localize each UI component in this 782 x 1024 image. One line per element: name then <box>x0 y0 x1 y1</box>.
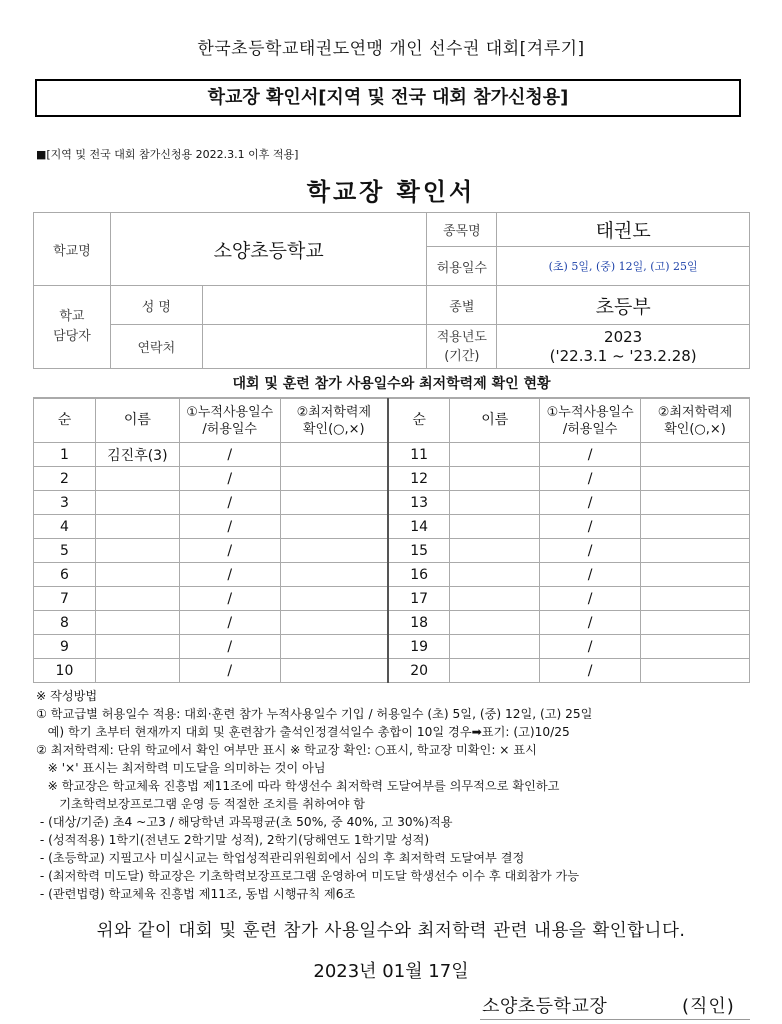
roster-table <box>33 398 750 683</box>
roster-confirm <box>280 467 388 491</box>
roster-days: / <box>540 539 641 563</box>
roster-days: / <box>179 491 280 515</box>
school-label: 학교명 <box>34 213 111 286</box>
event-title: 한국초등학교태권도연맹 개인 선수권 대회[겨루기] <box>197 39 585 59</box>
roster-row <box>34 659 750 683</box>
roster-confirm <box>641 515 750 539</box>
col-confirm-left: ②최저학력제 확인(○,×) <box>280 399 388 443</box>
category-label: 종별 <box>427 286 497 325</box>
col-name-left: 이름 <box>95 399 179 443</box>
instruction-line: ※ 학교장은 학교체육 진흥법 제11조에 따라 학생선수 최저학력 도달여부를 의무적으로 확인하고 <box>36 779 560 793</box>
roster-name: 김진후(3) <box>95 443 179 467</box>
roster-name <box>95 611 179 635</box>
roster-confirm <box>641 443 750 467</box>
confirmation-statement: 위와 같이 대회 및 훈련 참가 사용일수와 최저학력 관련 내용을 확인합니다. <box>96 921 686 941</box>
roster-no: 16 <box>388 563 450 587</box>
roster-no: 3 <box>34 491 96 515</box>
roster-no: 2 <box>34 467 96 491</box>
document-banner: 학교장 확인서[지역 및 전국 대회 참가신청용] <box>35 79 741 117</box>
col-days-left: ①누적사용일수 /허용일수 <box>179 399 280 443</box>
roster-confirm <box>641 563 750 587</box>
allow-days-value: (초) 5일, (중) 12일, (고) 25일 <box>497 247 750 286</box>
roster-confirm <box>641 635 750 659</box>
roster-confirm <box>280 659 388 683</box>
roster-name <box>450 611 540 635</box>
event-label: 종목명 <box>427 213 497 247</box>
roster-days: / <box>179 563 280 587</box>
instruction-line: - (성적적용) 1학기(전년도 2학기말 성적), 2학기(당해연도 1학기말 성적) <box>36 833 430 847</box>
roster-days: / <box>540 491 641 515</box>
roster-name <box>95 491 179 515</box>
roster-title: 대회 및 훈련 참가 사용일수와 최저학력제 확인 현황 <box>33 370 750 398</box>
roster-confirm <box>641 467 750 491</box>
roster-no: 14 <box>388 515 450 539</box>
roster-name <box>450 539 540 563</box>
col-name-right: 이름 <box>450 399 540 443</box>
roster-no: 7 <box>34 587 96 611</box>
document-title: 학교장 확인서 <box>306 178 476 206</box>
roster-days: / <box>540 467 641 491</box>
period-value: ('22.3.1 ~ '23.2.28) <box>549 346 697 365</box>
roster-name <box>95 563 179 587</box>
roster-days: / <box>179 659 280 683</box>
roster-no: 19 <box>388 635 450 659</box>
col-confirm-right: ②최저학력제 확인(○,×) <box>641 399 750 443</box>
roster-confirm <box>280 539 388 563</box>
event-value: 태권도 <box>497 213 750 247</box>
roster-name <box>95 587 179 611</box>
roster-name <box>450 467 540 491</box>
roster-row <box>34 635 750 659</box>
roster-name <box>450 563 540 587</box>
roster-row <box>34 539 750 563</box>
col-days-right: ①누적사용일수 /허용일수 <box>540 399 641 443</box>
roster-name <box>95 515 179 539</box>
roster-name <box>95 467 179 491</box>
roster-days: / <box>540 611 641 635</box>
roster-name <box>95 539 179 563</box>
roster-no: 20 <box>388 659 450 683</box>
roster-no: 8 <box>34 611 96 635</box>
roster-days: / <box>179 635 280 659</box>
manager-name-label: 성 명 <box>110 286 202 325</box>
roster-row <box>34 563 750 587</box>
roster-days: / <box>179 587 280 611</box>
roster-confirm <box>280 491 388 515</box>
roster-name <box>95 659 179 683</box>
instruction-line: ※ '×' 표시는 최저학력 미도달을 의미하는 것이 아님 <box>36 761 326 775</box>
roster-confirm <box>280 515 388 539</box>
roster-confirm <box>280 563 388 587</box>
year-label: 적용년도 (기간) <box>427 325 497 369</box>
signature-line <box>480 1019 750 1020</box>
confirmation-date: 2023년 01월 17일 <box>313 961 469 982</box>
roster-days: / <box>540 563 641 587</box>
principal-signature: 소양초등학교장 <box>482 996 608 1017</box>
col-no-left: 순 <box>34 399 96 443</box>
roster-no: 10 <box>34 659 96 683</box>
instruction-line: - (최저학력 미도달) 학교장은 기초학력보장프로그램 운영하여 미도달 학생선수 이수 후 대회참가 가능 <box>36 869 580 883</box>
instruction-line: - (대상/기준) 초4 ~고3 / 해당학년 과목평균(초 50%, 중 40%, 고 30%)적용 <box>36 815 453 829</box>
roster-confirm <box>641 587 750 611</box>
official-seal: (직인) <box>682 996 735 1017</box>
roster-no: 6 <box>34 563 96 587</box>
roster-row <box>34 515 750 539</box>
roster-confirm <box>280 443 388 467</box>
year-value: 2023 <box>604 327 643 346</box>
manager-contact-value <box>202 325 427 369</box>
category-value: 초등부 <box>497 286 750 325</box>
roster-no: 1 <box>34 443 96 467</box>
application-note: ■[지역 및 전국 대회 참가신청용 2022.3.1 이후 적용] <box>36 148 299 161</box>
roster-confirm <box>641 539 750 563</box>
roster-confirm <box>280 635 388 659</box>
instruction-line: ② 최저학력제: 단위 학교에서 확인 여부만 표시 ※ 학교장 확인: ○표시, 학교장 미확인: × 표시 <box>36 743 537 757</box>
roster-days: / <box>540 515 641 539</box>
roster-name <box>450 515 540 539</box>
col-no-right: 순 <box>388 399 450 443</box>
roster-days: / <box>179 515 280 539</box>
roster-name <box>450 443 540 467</box>
instruction-line: ① 학교급별 허용일수 적용: 대회·훈련 참가 누적사용일수 기입 / 허용일수 (초) 5일, (중) 12일, (고) 25일 <box>36 707 593 721</box>
roster-no: 17 <box>388 587 450 611</box>
school-value: 소양초등학교 <box>110 213 426 286</box>
manager-name-value <box>202 286 427 325</box>
roster-row <box>34 467 750 491</box>
roster-days: / <box>179 611 280 635</box>
roster-days: / <box>540 587 641 611</box>
roster-confirm <box>641 659 750 683</box>
roster-confirm <box>641 491 750 515</box>
roster-no: 4 <box>34 515 96 539</box>
roster-no: 15 <box>388 539 450 563</box>
roster-row <box>34 443 750 467</box>
instruction-line: - (초등학교) 지필고사 미실시교는 학업성적관리위원회에서 심의 후 최저학력 도달여부 결정 <box>36 851 525 865</box>
instruction-line: - (관련법령) 학교체육 진흥법 제11조, 동법 시행규칙 제6조 <box>36 887 356 901</box>
roster-name <box>450 659 540 683</box>
instruction-line: 기초학력보장프로그램 운영 등 적절한 조치를 취하여야 함 <box>36 797 366 811</box>
roster-row <box>34 587 750 611</box>
manager-label: 학교 담당자 <box>34 286 111 369</box>
year-cell <box>497 325 750 369</box>
roster-name <box>450 635 540 659</box>
roster-days: / <box>540 635 641 659</box>
manager-contact-label: 연락처 <box>110 325 202 369</box>
instruction-line: ※ 작성방법 <box>36 689 98 703</box>
school-info-table <box>33 212 750 369</box>
roster-no: 13 <box>388 491 450 515</box>
roster-days: / <box>540 659 641 683</box>
roster-row <box>34 611 750 635</box>
roster-days: / <box>179 539 280 563</box>
roster-no: 9 <box>34 635 96 659</box>
roster-days: / <box>540 443 641 467</box>
roster-name <box>450 587 540 611</box>
roster-row <box>34 491 750 515</box>
roster-no: 18 <box>388 611 450 635</box>
roster-days: / <box>179 467 280 491</box>
roster-confirm <box>641 611 750 635</box>
roster-confirm <box>280 611 388 635</box>
roster-name <box>95 635 179 659</box>
instruction-line: 예) 학기 초부터 현재까지 대회 및 훈련참가 출석인정결석일수 총합이 10일 경우➡표기: (고)10/25 <box>36 725 570 739</box>
roster-confirm <box>280 587 388 611</box>
roster-days: / <box>179 443 280 467</box>
roster-no: 12 <box>388 467 450 491</box>
allow-days-label: 허용일수 <box>427 247 497 286</box>
roster-no: 5 <box>34 539 96 563</box>
roster-name <box>450 491 540 515</box>
writing-instructions <box>36 687 756 903</box>
roster-no: 11 <box>388 443 450 467</box>
